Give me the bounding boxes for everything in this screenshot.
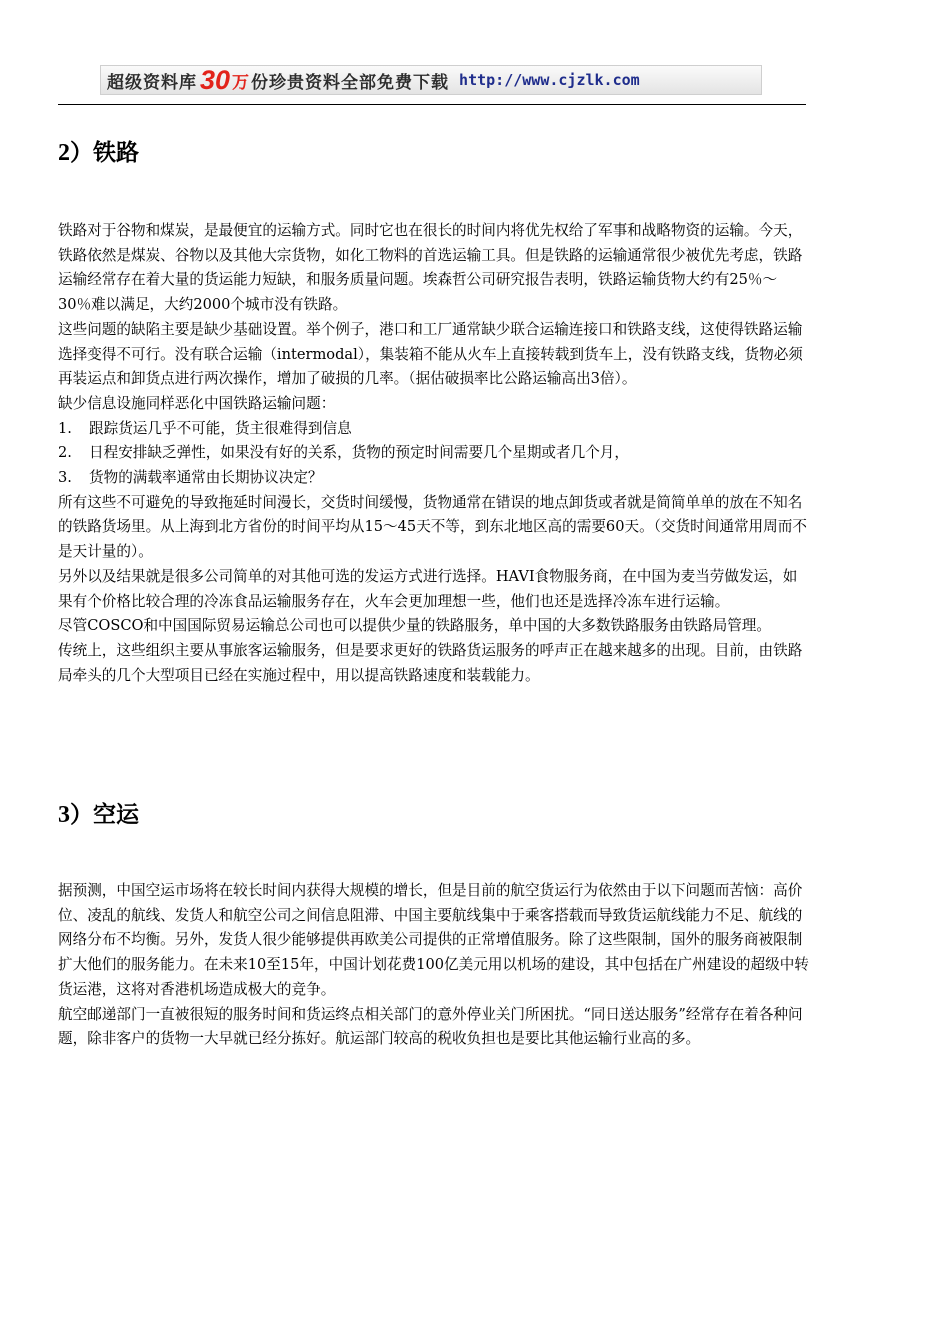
- section-heading-railway: [58, 134, 139, 167]
- paragraph: 航空邮递部门一直被很短的服务时间和货运终点相关部门的意外停业关门所困扰。“同日送达服务”经常存在着各种问题，除非客户的货物一大早就已经分拣好。航运部门较高的税收负担也是要比其他运输行业高的多。: [58, 1005, 803, 1048]
- section-railway-body: [58, 219, 810, 688]
- banner-number: 30: [200, 65, 231, 95]
- section-number: 3: [58, 802, 70, 828]
- paragraph: 尽管COSCO和中国国际贸易运输总公司也可以提供少量的铁路服务，单中国的大多数铁路服务由铁路局管理。: [58, 617, 771, 635]
- list-item: [58, 466, 810, 491]
- paragraph: 另外以及结果就是很多公司简单的对其他可选的发运方式进行选择。HAVI食物服务商，在中国为麦当劳做发运，如果有个价格比较合理的冷冻食品运输服务存在，火车会更加理想一些，他们也还是选择冷冻车进行运输。: [58, 567, 798, 610]
- section-heading-air-freight: [58, 796, 139, 829]
- banner-text-library: 超级资料库: [107, 72, 197, 93]
- list-item-text: 货物的满载率通常由长期协议决定？: [89, 469, 323, 487]
- list-item: [58, 417, 810, 442]
- list-item-number: 3.: [58, 469, 72, 487]
- paragraph: 传统上，这些组织主要从事旅客运输服务，但是要求更好的铁路货运服务的呼声正在越来越多的出现。目前，由铁路局牵头的几个大型项目已经在实施过程中，用以提高铁路速度和装载能力。: [58, 641, 803, 684]
- site-banner[interactable]: [100, 65, 762, 95]
- list-item-number: 1.: [58, 419, 72, 437]
- paragraph: 据预测，中国空运市场将在较长时间内获得大规模的增长，但是目前的航空货运行为依然由于以下问题而苦恼：高价位、凌乱的航线、发货人和航空公司之间信息阻滞、中国主要航线集中于乘客搭载而导致货运航线能力不足、航线的网络分布不均衡。另外，发货人很少能够提供再欧美公司提供的正常增值服务。除了这些限制，国外的服务商被限制扩大他们的服务能力。在未来10至15年，中国计划花费100亿美元用以机场的建设，其中包括在广州建设的超级中转货运港，这将对香港机场造成极大的竞争。: [58, 882, 809, 998]
- section-number: 2: [58, 140, 70, 166]
- list-item-number: 2.: [58, 444, 72, 462]
- section-title: ）空运: [70, 802, 139, 828]
- paragraph: 缺少信息设施同样恶化中国铁路运输问题：: [58, 394, 336, 412]
- paragraph: 这些问题的缺陷主要是缺少基础设置。举个例子，港口和工厂通常缺少联合运输连接口和铁路支线，这使得铁路运输选择变得不可行。没有联合运输（intermodal），集装箱不能从火车上直接转载到货车上，没有铁路支线，货物必须再装运点和卸货点进行两次操作，增加了破损的几率。（据估破损率比公路运输高出3倍）。: [58, 320, 803, 388]
- list-item-text: 日程安排缺乏弹性，如果没有好的关系，货物的预定时间需要几个星期或者几个月，: [89, 444, 629, 462]
- paragraph: 所有这些不可避免的导致拖延时间漫长，交货时间缓慢，货物通常在错误的地点卸货或者就是简简单单的放在不知名的铁路货场里。从上海到北方省份的时间平均从15～45天不等，到东北地区高的需要60天。（交货时间通常用周而不是天计量的）。: [58, 493, 807, 561]
- list-item: [58, 441, 810, 466]
- header-divider: [58, 104, 806, 105]
- banner-url-link[interactable]: http://www.cjzlk.com: [459, 71, 640, 89]
- banner-text-wan: 万: [232, 72, 250, 93]
- section-air-body: [58, 879, 810, 1052]
- section-title: ）铁路: [70, 140, 139, 166]
- list-item-text: 跟踪货运几乎不可能，货主很难得到信息: [89, 419, 352, 437]
- banner-text-free-download: 份珍贵资料全部免费下载: [251, 72, 450, 93]
- paragraph: 铁路对于谷物和煤炭，是最便宜的运输方式。同时它也在很长的时间内将优先权给了军事和战略物资的运输。今天，铁路依然是煤炭、谷物以及其他大宗货物，如化工物料的首选运输工具。但是铁路的运输通常很少被优先考虑，铁路运输经常存在着大量的货运能力短缺，和服务质量问题。埃森哲公司研究报告表明，铁路运输货物大约有25％～30％难以满足，大约2000个城市没有铁路。: [58, 222, 803, 314]
